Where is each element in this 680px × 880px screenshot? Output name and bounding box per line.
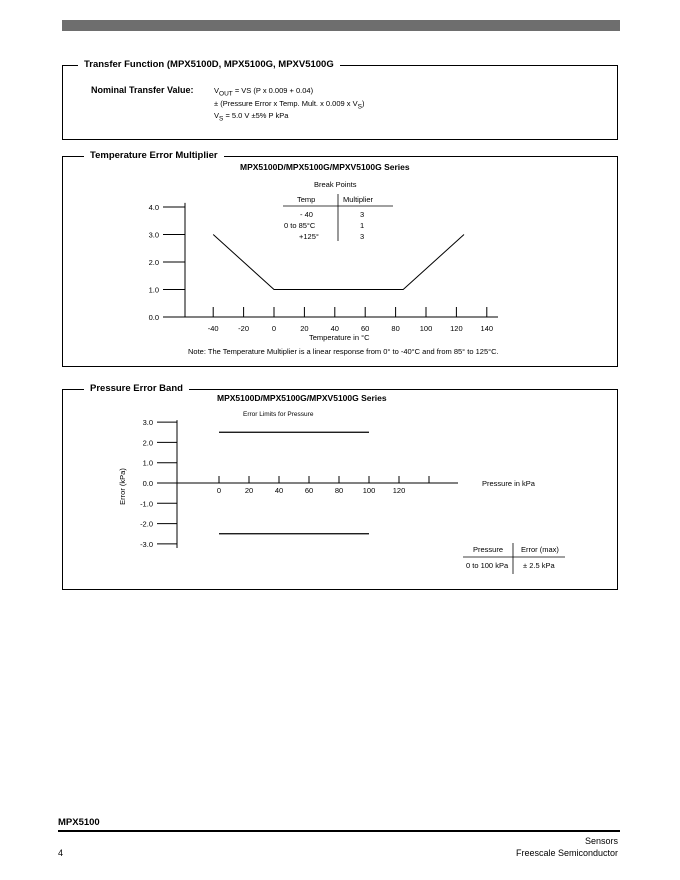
temp-x-tick-label: -40: [207, 324, 219, 333]
temp-x-tick-label: 60: [361, 324, 370, 333]
pressure-chart-title: MPX5100D/MPX5100G/MPXV5100G Series: [217, 393, 387, 403]
transfer-line-2: ± (Pressure Error x Temp. Mult. x 0.009 x $V_S$): [214, 99, 365, 111]
pressure-y-tick-label: -2.0: [140, 519, 153, 529]
pressure-y-tick-label: 3.0: [142, 418, 153, 428]
error-limits-label: Error Limits for Pressure: [243, 411, 314, 418]
pressure-x-tick-label: 80: [334, 486, 344, 495]
pressure-table-cell: ± 2.5 kPa: [523, 561, 555, 570]
pressure-y-tick-label: 0.0: [142, 479, 153, 488]
pressure-y-tick-label: -3.0: [140, 539, 153, 549]
pressure-x-tick-label: 100: [362, 486, 376, 495]
temp-x-tick-label: 80: [391, 324, 400, 333]
pressure-y-tick-label: -1.0: [140, 499, 153, 509]
temp-x-tick-label: 100: [419, 324, 433, 333]
break-table-row-mult: 1: [360, 221, 365, 230]
pressure-x-tick-label: 40: [274, 486, 284, 495]
break-points-label: Break Points: [314, 180, 357, 189]
temperature-error-title: Temperature Error Multiplier: [84, 150, 224, 161]
pressure-y-tick-label: 2.0: [142, 438, 153, 448]
pressure-x-tick-label: 120: [392, 486, 406, 495]
footer-part-number: MPX5100: [58, 817, 100, 828]
break-table-row-temp: +125°: [299, 232, 319, 241]
footer-company: Freescale Semiconductor: [515, 848, 618, 858]
pressure-x-tick-label: 20: [244, 486, 254, 495]
temp-chart-note: Note: The Temperature Multiplier is a linear response from 0° to -40°C and from 85° to 125°C.: [188, 347, 499, 356]
pressure-y-axis-label: Error (kPa): [117, 468, 127, 505]
temp-y-tick-label: 0.0: [148, 313, 159, 322]
pressure-error-title: Pressure Error Band: [84, 383, 189, 394]
footer-section: Sensors: [584, 836, 618, 846]
temp-x-tick-label: 0: [271, 324, 277, 333]
temp-x-tick-label: 40: [330, 324, 339, 333]
nominal-transfer-label: Nominal Transfer Value:: [91, 85, 194, 95]
pressure-x-axis-label: Pressure in kPa: [482, 479, 535, 488]
footer-page-number: 4: [58, 848, 64, 858]
transfer-line-1: $V_{OUT}$ = VS (P x 0.009 + 0.04): [214, 86, 314, 98]
temp-y-tick-label: 4.0: [148, 203, 159, 212]
break-table-row-mult: 3: [360, 210, 365, 219]
break-table-header-temp: Temp: [297, 195, 316, 204]
temp-y-tick-label: 2.0: [148, 258, 159, 267]
break-table-row-mult: 3: [360, 232, 365, 241]
pressure-x-tick-label: 60: [304, 486, 314, 495]
temp-y-tick-label: 3.0: [148, 230, 159, 240]
temp-x-tick-label: 120: [450, 324, 463, 333]
break-table-row-temp: - 40: [300, 210, 313, 219]
pressure-table-header: Pressure: [473, 545, 504, 554]
temp-x-tick-label: 140: [480, 324, 494, 333]
temp-chart-title: MPX5100D/MPX5100G/MPXV5100G Series: [240, 162, 410, 172]
break-table-header-multiplier: Multiplier: [343, 195, 374, 204]
temp-y-tick-label: 1.0: [148, 285, 159, 295]
pressure-x-tick-label: 0: [216, 486, 222, 495]
pressure-table-cell: 0 to 100 kPa: [466, 561, 509, 570]
pressure-y-tick-label: 1.0: [142, 458, 153, 468]
pressure-table-header: Error (max): [521, 545, 559, 554]
temp-x-tick-label: -20: [238, 324, 250, 333]
break-table-row-temp: 0 to 85°C: [284, 221, 316, 230]
transfer-function-title: Transfer Function (MPX5100D, MPX5100G, MPXV5100G: [78, 59, 340, 70]
temp-x-axis-label: Temperature in °C: [309, 333, 370, 342]
temp-x-tick-label: 20: [300, 324, 309, 333]
footer-rule: [58, 830, 620, 832]
transfer-line-3: $V_S = 5.0$ V ±5% P kPa: [214, 111, 289, 123]
